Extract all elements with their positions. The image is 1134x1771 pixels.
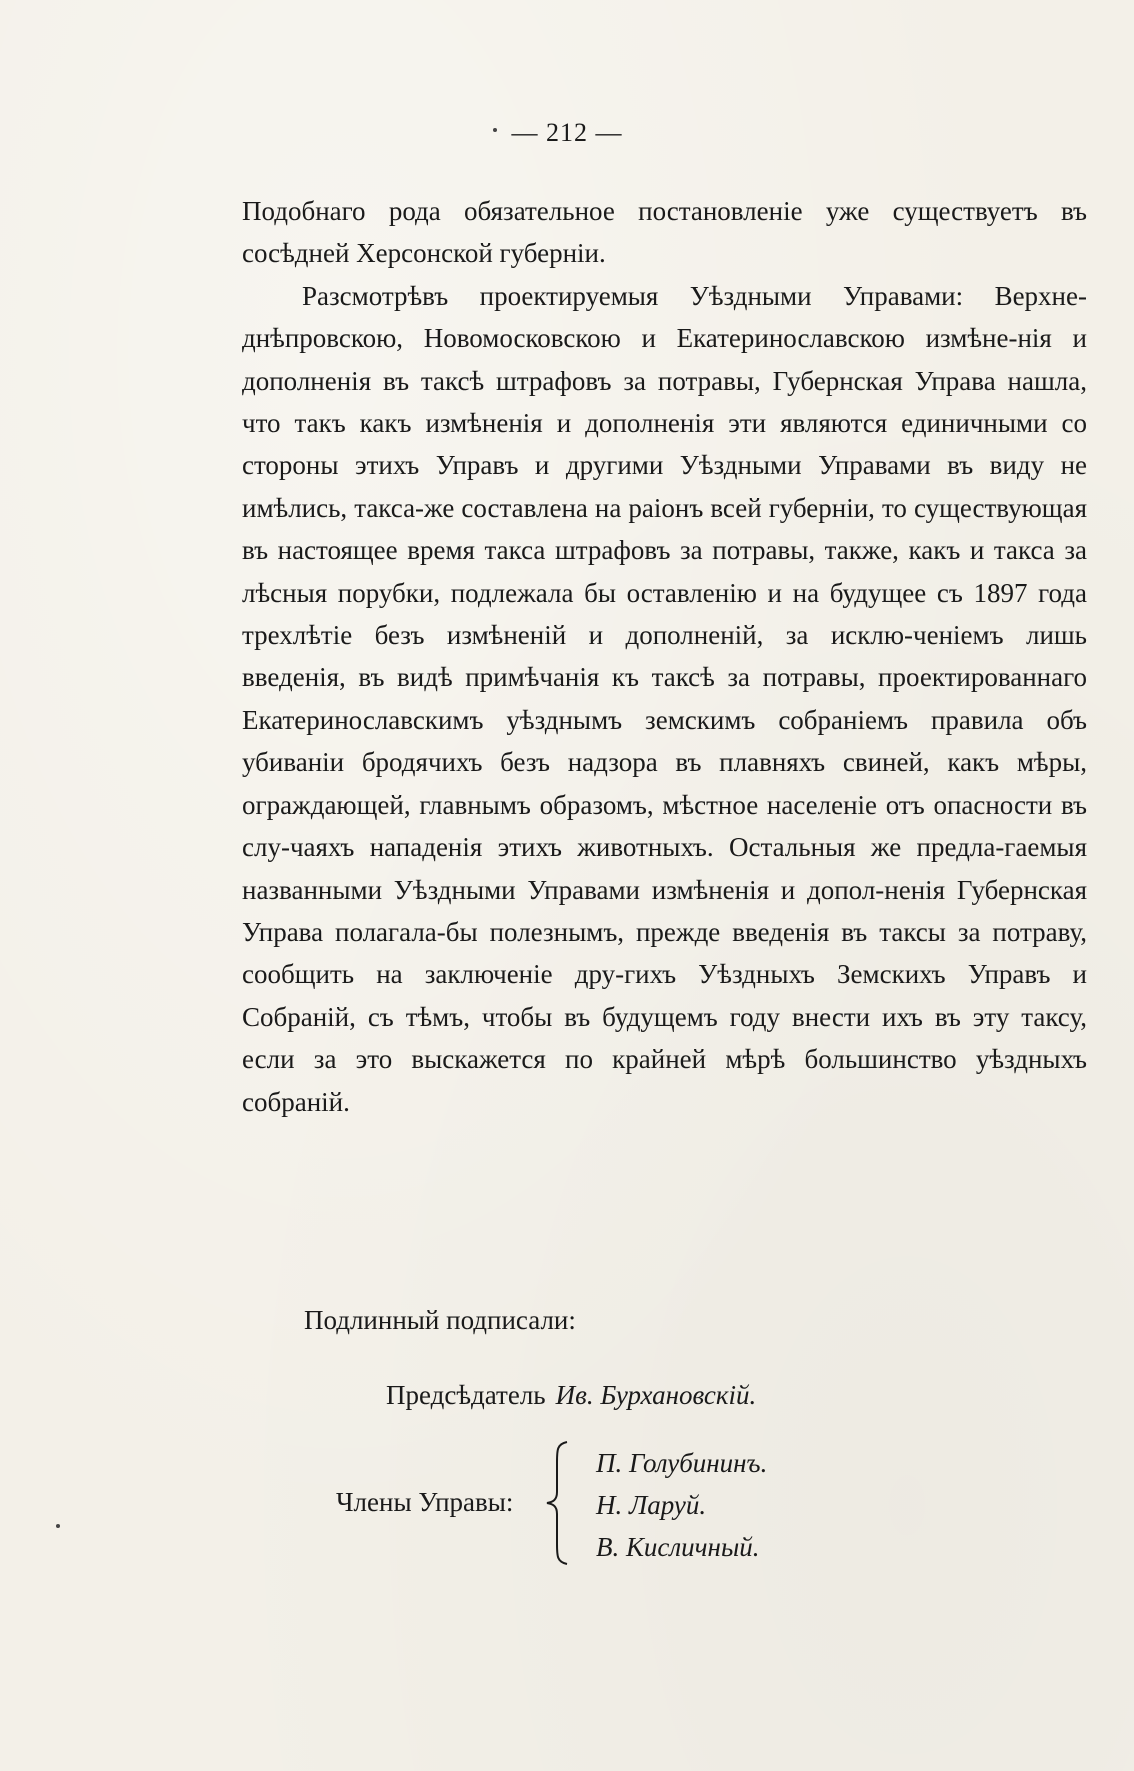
signed-heading: Подлинный подписали: <box>304 1305 576 1335</box>
page-number: — 212 — <box>511 118 623 147</box>
member-signature-1: П. Голубининъ. <box>596 1448 768 1478</box>
paper-speck <box>56 1524 60 1528</box>
body-text <box>242 190 1087 1123</box>
member-signature-3: В. Кисличный. <box>596 1532 760 1562</box>
members-label: Члены Управы: <box>336 1487 514 1517</box>
paper-speck <box>493 128 497 132</box>
paragraph-2: Разсмотрѣвъ проектируемыя Уѣздными Управами: Верхне-днѣпровскою, Новомосковскою и Екатеринославскою измѣне-нія и дополненія въ таксѣ штрафовъ за потравы, Губернская Управа нашла, что такъ какъ измѣненія и дополненія эти являются единичными со стороны этихъ Управъ и другими Уѣздными Управами въ виду не имѣлись, такса-же составлена на раіонъ всей губерніи, то существующая въ настоящее время такса штрафовъ за потравы, также, какъ и такса за лѣсныя порубки, подлежала бы оставленію и на будущее съ 1897 года трехлѣтіе безъ измѣненій и дополненій, за исклю-ченіемъ лишь введенія, въ видѣ примѣчанія къ таксѣ за потравы, проектированнаго Екатеринославскимъ уѣзднымъ земскимъ собраніемъ правила объ убиваніи бродячихъ безъ надзора въ плавняхъ свиней, какъ мѣры, ограждающей, главнымъ образомъ, мѣстное населеніе отъ опасности въ слу-чаяхъ нападенія этихъ животныхъ. Остальныя же предла-гаемыя названными Уѣздными Управами измѣненія и допол-ненія Губернская Управа полагала-бы полезнымъ, прежде введенія въ таксы за потраву, сообщить на заключеніе дру-гихъ Уѣздныхъ Земскихъ Управъ и Собраній, съ тѣмъ, чтобы въ будущемъ году внести ихъ въ эту таксу, если за это выскажется по крайней мѣрѣ большинство уѣздныхъ собраній. <box>242 280 1087 1117</box>
members-list <box>596 1442 767 1568</box>
member-signature-2: Н. Ларуй. <box>596 1490 707 1520</box>
chair-title: Предсѣдатель <box>386 1380 546 1410</box>
paragraph-1: Подобнаго рода обязательное постановленіе уже существуетъ въ сосѣдней Херсонской губерніи. <box>242 196 1087 269</box>
chair-name: Ив. Бурхановскій. <box>555 1380 757 1410</box>
chair-signature-row <box>386 1380 756 1411</box>
brace-icon <box>543 1440 571 1566</box>
